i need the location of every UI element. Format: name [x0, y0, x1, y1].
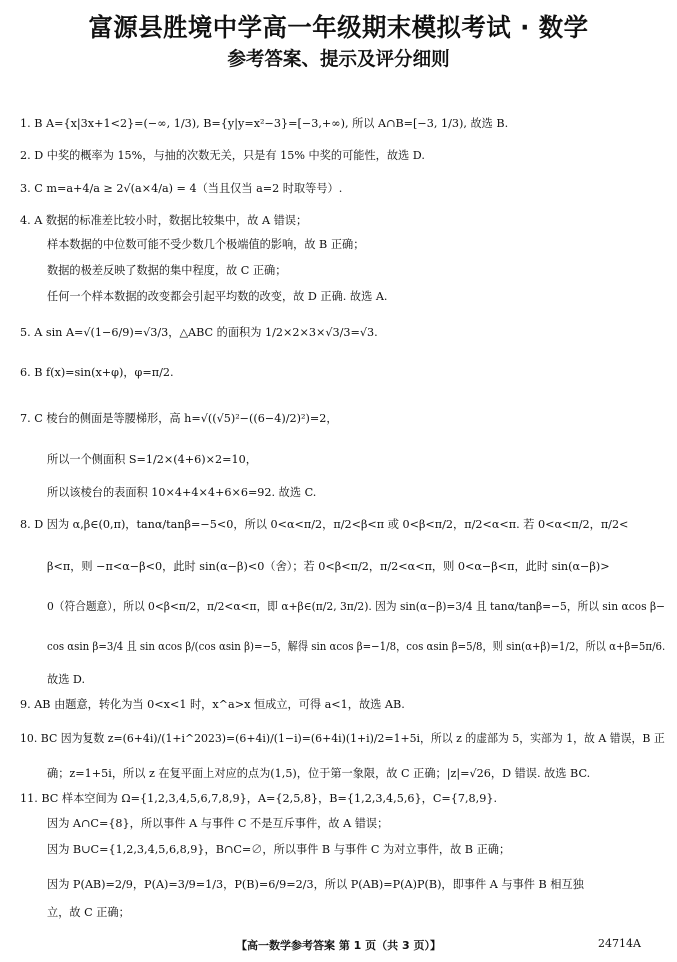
- answer-line-2: 2. D 中奖的概率为 15%，与抽的次数无关，只是有 15% 中奖的可能性，故选 D.: [20, 149, 425, 162]
- answer-line-10: 10. BC 因为复数 z=(6+4i)/(1+i^2023)=(6+4i)/(1−i)=(6+4i)(1+i)/2=1+5i，所以 z 的虚部为 5，实部为 1，故 A 错误，B 正: [20, 732, 665, 745]
- answer-line-4-b: 样本数据的中位数可能不受少数几个极端值的影响，故 B 正确；: [47, 238, 365, 251]
- answer-line-7-c: 所以该棱台的表面积 10×4+4×4+6×6=92. 故选 C.: [47, 486, 317, 499]
- answer-line-10-b: 确；z=1+5i，所以 z 在复平面上对应的点为(1,5)，位于第一象限，故 C 正确；|z|=√26，D 错误. 故选 BC.: [47, 767, 591, 780]
- answer-line-8-e: 故选 D.: [47, 673, 86, 686]
- page-subtitle: 参考答案、提示及评分细则: [227, 48, 450, 70]
- answer-line-11: 11. BC 样本空间为 Ω={1,2,3,4,5,6,7,8,9}，A={2,5,8}，B={1,2,3,4,5,6}，C={7,8,9}.: [20, 792, 498, 805]
- answer-line-4: 4. A 数据的标准差比较小时，数据比较集中，故 A 错误；: [20, 214, 308, 227]
- answer-line-5: 5. A sin A=√(1−6/9)=√3/3，△ABC 的面积为 1/2×2×3×√3/3=√3.: [20, 326, 378, 339]
- answer-line-11-c: 因为 B∪C={1,2,3,4,5,6,8,9}，B∩C=∅，所以事件 B 与事件 C 为对立事件，故 B 正确；: [47, 843, 511, 856]
- answer-line-11-d: 因为 P(AB)=2/9，P(A)=3/9=1/3，P(B)=6/9=2/3，所以 P(AB)=P(A)P(B)，即事件 A 与事件 B 相互独: [47, 878, 584, 891]
- answer-line-8: 8. D 因为 α,β∈(0,π)，tanα/tanβ=−5<0，所以 0<α<π/2，π/2<β<π 或 0<β<π/2，π/2<α<π. 若 0<α<π/2，π/2<: [20, 518, 629, 531]
- page-title: 富源县胜境中学高一年级期末模拟考试 · 数学: [88, 13, 589, 42]
- answer-line-8-c: 0（符合题意），所以 0<β<π/2，π/2<α<π，即 α+β∈(π/2, 3π/2). 因为 sin(α−β)=3/4 且 tanα/tanβ=−5，所以 sin αcos β−: [47, 600, 666, 613]
- page-footer: 【高一数学参考答案 第 1 页（共 3 页）】: [236, 939, 441, 952]
- answer-line-3: 3. C m=a+4/a ≥ 2√(a×4/a) = 4（当且仅当 a=2 时取等号）.: [20, 182, 343, 195]
- answer-line-7-b: 所以一个侧面积 S=1/2×(4+6)×2=10，: [47, 453, 257, 466]
- answer-line-11-b: 因为 A∩C={8}，所以事件 A 与事件 C 不是互斥事件，故 A 错误；: [47, 817, 389, 830]
- answer-line-8-b: β<π，则 −π<α−β<0，此时 sin(α−β)<0（舍）；若 0<β<π/2，π/2<α<π，则 0<α−β<π，此时 sin(α−β)>: [47, 560, 610, 573]
- answer-line-9: 9. AB 由题意，转化为当 0<x<1 时，x^a>x 恒成立，可得 a<1，故选 AB.: [20, 698, 405, 711]
- answer-line-7: 7. C 棱台的侧面是等腰梯形，高 h=√((√5)²−((6−4)/2)²)=2，: [20, 412, 338, 425]
- answer-line-8-d: cos αsin β=3/4 且 sin αcos β/(cos αsin β)=−5，解得 sin αcos β=−1/8，cos αsin β=5/8，则 sin(α+β)=1/2，所以 α+β=5π/6.: [47, 640, 666, 653]
- answer-line-4-c: 数据的极差反映了数据的集中程度，故 C 正确；: [47, 264, 287, 277]
- answer-line-11-e: 立，故 C 正确；: [47, 906, 130, 919]
- answer-line-6: 6. B f(x)=sin(x+φ)，φ=π/2.: [20, 366, 174, 379]
- answer-line-1: 1. B A={x|3x+1<2}=(−∞, 1/3), B={y|y=x²−3}=[−3,+∞), 所以 A∩B=[−3, 1/3), 故选 B.: [20, 117, 509, 130]
- document-code: 24714A: [598, 937, 641, 950]
- answer-line-4-d: 任何一个样本数据的改变都会引起平均数的改变，故 D 正确. 故选 A.: [47, 290, 388, 303]
